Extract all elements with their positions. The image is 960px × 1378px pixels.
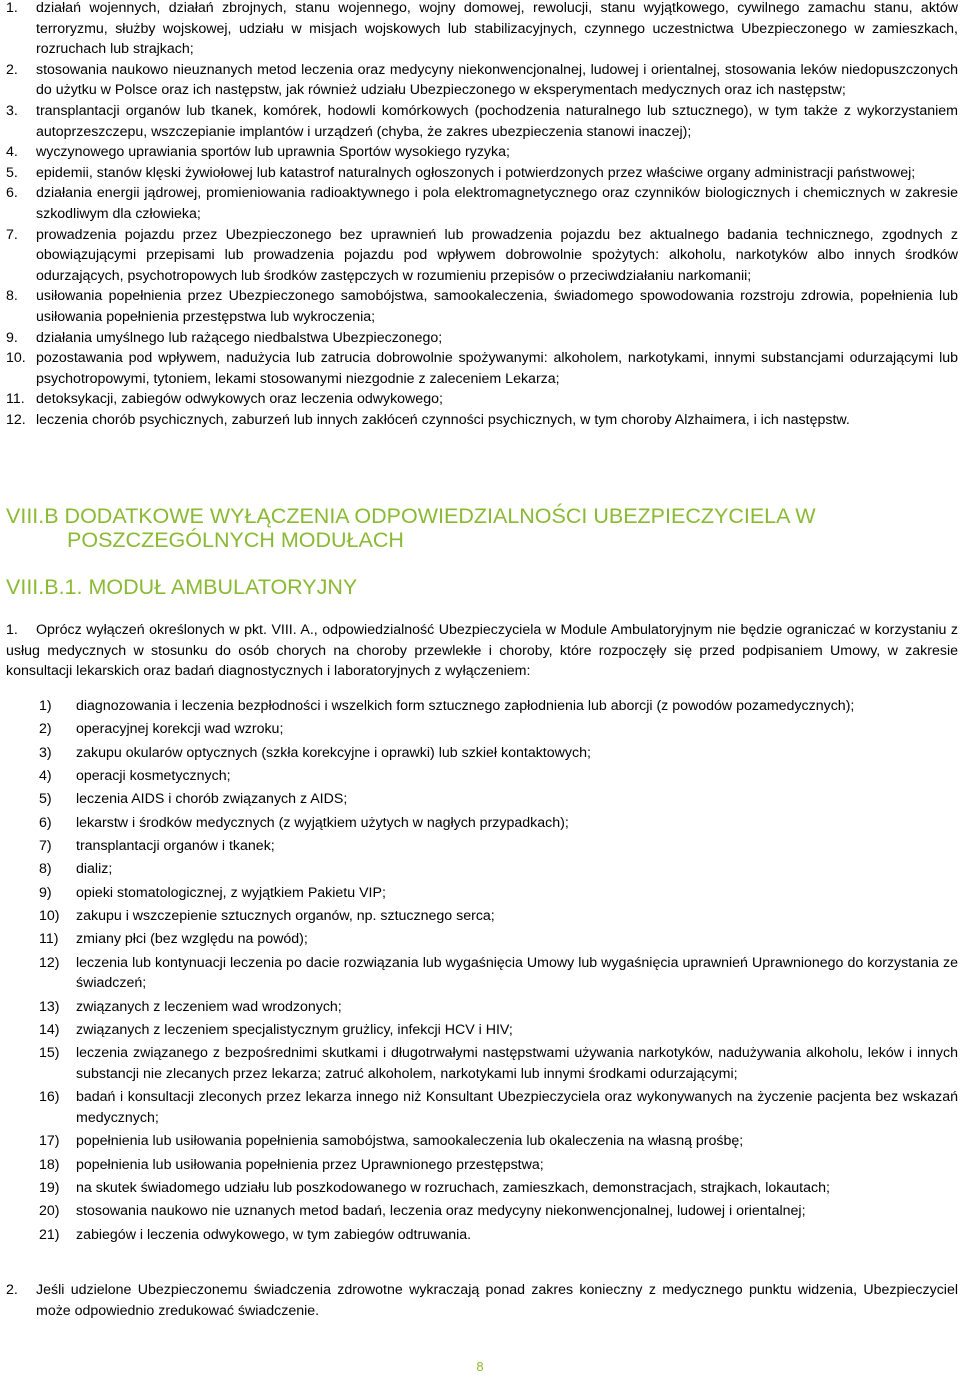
item-text: zakupu i wszczepienie sztucznych organów, np. sztucznego serca; [76,908,495,925]
list-item [0,389,960,410]
paragraph-text: Oprócz wyłączeń określonych w pkt. VIII. A., odpowiedzialność Ubezpieczyciela w Module Ambulatoryjnym nie będzie ograniczać w korzystaniu z usług medycznych w stosunku do osób chorych na choroby przewlekłe i choroby, które rozpoczęły się przed podpisaniem Umowy, w zakresie konsultacji lekarskich oraz badań diagnostycznych i laboratoryjnych z wyłączeniem: [6,622,958,680]
item-text: leczenia chorób psychicznych, zaburzeń lub innych zakłóceń czynności psychicznych, w tym choroby Alzhaimera, i ich następstw. [36,411,850,428]
item-number: 12) [39,954,60,971]
item-number: 3) [39,744,52,761]
item-number: 20) [39,1203,60,1220]
item-text: działań wojennych, działań zbrojnych, stanu wojennego, wojny domowej, rewolucji, stanu wyjątkowego, cywilnego zamachu stanu, aktów terroryzmu, służby wojskowej, udziału w misjach wojskowych lub stabilizacyjnych, czynnego uczestnictwa Ubezpieczonego w zamieszkach, rozruchach lub strajkach; [36,0,958,58]
item-text: operacyjnej korekcji wad wzroku; [76,721,284,738]
list-item [0,328,960,349]
item-number: 6) [39,814,52,831]
item-text: na skutek świadomego udziału lub poszkodowanego w rozruchach, zamieszkach, demonstracjach, strajkach, lokautach; [76,1179,830,1196]
section-heading-ambulatory-module: VIII.B.1. MODUŁ AMBULATORYJNY [6,575,358,599]
section-heading-line: VIII.B DODATKOWE WYŁĄCZENIA ODPOWIEDZIALNOŚCI UBEZPIECZYCIELA W [6,504,816,528]
list-item [0,836,960,857]
item-text: opieki stomatologicznej, z wyjątkiem Pakietu VIP; [76,884,386,901]
item-text: dializ; [76,861,113,878]
item-number: 21) [39,1226,60,1243]
item-number: 6. [6,185,18,202]
exclusions-list [0,0,960,430]
list-item [0,883,960,904]
item-number: 16) [39,1089,60,1106]
item-number: 9. [6,329,18,346]
list-item [0,696,960,717]
list-item [0,859,960,880]
list-item [0,1087,960,1128]
item-text: popełnienia lub usiłowania popełnienia samobójstwa, samookaleczenia lub okaleczenia na własną prośbę; [76,1133,744,1150]
item-text: usiłowania popełnienia przez Ubezpieczonego samobójstwa, samookaleczenia, świadomego spowodowania rozstroju zdrowia, popełnienia lub usiłowania popełnienia przestępstwa lub wykroczenia; [36,288,958,325]
list-item [0,1043,960,1084]
section-heading-additional-exclusions [6,504,816,552]
list-item [0,225,960,287]
list-item [0,0,960,60]
item-number: 11. [6,391,25,408]
item-number: 2) [39,721,52,738]
item-text: zakupu okularów optycznych (szkła korekcyjne i oprawki) lub szkieł kontaktowych; [76,744,591,761]
item-number: 13) [39,998,60,1015]
list-item [0,1178,960,1199]
list-item [0,1201,960,1222]
list-item [0,348,960,389]
item-text: operacji kosmetycznych; [76,768,231,785]
list-item [0,953,960,994]
item-text: związanych z leczeniem wad wrodzonych; [76,998,342,1015]
paragraph-number: 2. [6,1282,18,1298]
item-text: leczenia związanego z bezpośrednimi skutkami i długotrwałymi następstwami używania narkotyków, nadużywania alkoholu, leków i innych substancji nie zlecanych przez lekarza; zatruć alkoholem, narkotykami lub innymi środkami odurzającymi; [76,1045,958,1082]
list-item [0,1225,960,1246]
item-text: popełnienia lub usiłowania popełnienia przez Uprawnionego przestępstwa; [76,1156,544,1173]
item-number: 18) [39,1156,60,1173]
list-item [0,743,960,764]
list-item [0,1155,960,1176]
paragraph-number: 1. [6,622,18,638]
item-text: prowadzenia pojazdu przez Ubezpieczonego bez uprawnień lub prowadzenia pojazdu bez aktualnego badania technicznego, zgodnych z obowiązującymi przepisami lub prowadzenia pojazdu pod wpływem dobrowolnie spożytych: alkoholu, narkotyków albo innych środków odurzających, psychotropowych lub środków zastępczych w rozumieniu przepisów o przeciwdziałaniu narkomanii; [36,226,958,284]
item-number: 3. [6,102,18,119]
item-number: 11) [39,931,59,948]
item-number: 4. [6,144,18,161]
item-number: 1. [6,0,18,16]
item-number: 7) [39,838,52,855]
item-text: stosowania naukowo nieuznanych metod leczenia oraz medycyny niekonwencjonalnej, ludowej i orientalnej, stosowania leków niedopuszczonych do użytku w Polsce oraz ich następstw, jak również udziału Ubezpieczonego w eksperymentach medycznych oraz ich następstw; [36,61,958,99]
item-text: transplantacji organów lub tkanek, komórek, hodowli komórkowych (pochodzenia naturalnego lub sztucznego), w tym także z wykorzystaniem autoprzeszczepu, wszczepianie implantów i urządzeń (chyba, że zakres ubezpieczenia stanowi inaczej); [36,102,958,140]
item-text: działania umyślnego lub rażącego niedbalstwa Ubezpieczonego; [36,329,443,346]
item-number: 8) [39,861,52,878]
item-text: pozostawania pod wpływem, nadużycia lub zatrucia dobrowolnie spożywanymi: alkoholem, narkotykami, innymi substancjami odurzającymi lub psychotropowymi, tytoniem, lekami stosowanymi niezgodnie z zaleceniem Lekarza; [36,350,958,387]
list-item [0,997,960,1018]
item-text: badań i konsultacji zleconych przez lekarza innego niż Konsultant Ubezpieczyciela oraz wykonywanych na życzenie pacjenta bez wskazań medycznych; [76,1089,958,1126]
item-text: diagnozowania i leczenia bezpłodności i wszelkich form sztucznego zapłodnienia lub aborcji (z powodów pozamedycznych); [76,698,855,714]
paragraph-text: Jeśli udzielone Ubezpieczonemu świadczenia zdrowotne wykraczają ponad zakres konieczny z medycznego punktu widzenia, Ubezpieczyciel może odpowiednio zredukować świadczenie. [36,1282,958,1319]
item-text: lekarstw i środków medycznych (z wyjątkiem użytych w nagłych przypadkach); [76,814,569,831]
item-number: 19) [39,1179,60,1196]
item-text: leczenia lub kontynuacji leczenia po dacie rozwiązania lub wygaśnięcia Umowy lub wygaśnięcia uprawnień Uprawnionego do korzystania ze świadczeń; [76,954,958,992]
item-number: 4) [39,768,52,785]
list-item [0,183,960,224]
item-text: związanych z leczeniem specjalistycznym grużlicy, infekcji HCV i HIV; [76,1022,513,1039]
item-number: 1) [39,698,52,714]
list-item [0,813,960,834]
item-text: zmiany płci (bez względu na powód); [76,931,308,948]
list-item [0,1131,960,1152]
list-item [0,163,960,184]
paragraph-2 [0,1280,960,1321]
ambulatory-exclusions-list [0,696,960,1248]
item-number: 12. [6,411,26,428]
item-text: detoksykacji, zabiegów odwykowych oraz leczenia odwykowego; [36,391,443,408]
list-item [0,929,960,950]
list-item [0,719,960,740]
list-item [0,766,960,787]
item-number: 7. [6,226,18,243]
item-text: epidemii, stanów klęski żywiołowej lub katastrof naturalnych ogłoszonych i potwierdzonych przez właściwe organy administracji państwowej; [36,164,916,181]
numbered-paragraph [0,620,960,682]
section-heading-line: POSZCZEGÓLNYCH MODUŁACH [67,528,404,552]
page-number: 8 [476,1359,484,1374]
list-item [0,142,960,163]
item-text: transplantacji organów i tkanek; [76,838,275,855]
item-number: 5. [6,164,18,181]
item-text: leczenia AIDS i chorób związanych z AIDS; [76,791,348,808]
item-number: 17) [39,1133,60,1150]
paragraph-1 [0,620,960,682]
item-number: 5) [39,791,52,808]
numbered-paragraph [0,1280,960,1321]
list-item [0,906,960,927]
item-number: 10. [6,350,26,367]
item-text: stosowania naukowo nie uznanych metod badań, leczenia oraz medycyny niekonwencjonalnej, ludowej i orientalnej; [76,1203,806,1220]
item-text: zabiegów i leczenia odwykowego, w tym zabiegów odtruwania. [76,1226,472,1243]
item-number: 14) [39,1022,60,1039]
list-item [0,101,960,142]
item-number: 2. [6,61,18,78]
list-item [0,60,960,101]
item-number: 15) [39,1045,60,1062]
item-number: 10) [39,908,60,925]
item-text: działania energii jądrowej, promieniowania radioaktywnego i pola elektromagnetycznego oraz czynników biologicznych i chemicznych w zakresie szkodliwym dla człowieka; [36,185,958,222]
list-item [0,410,960,431]
item-number: 9) [39,884,52,901]
list-item [0,286,960,327]
item-number: 8. [6,288,18,305]
list-item [0,789,960,810]
list-item [0,1020,960,1041]
item-text: wyczynowego uprawiania sportów lub uprawnia Sportów wysokiego ryzyka; [36,144,510,161]
